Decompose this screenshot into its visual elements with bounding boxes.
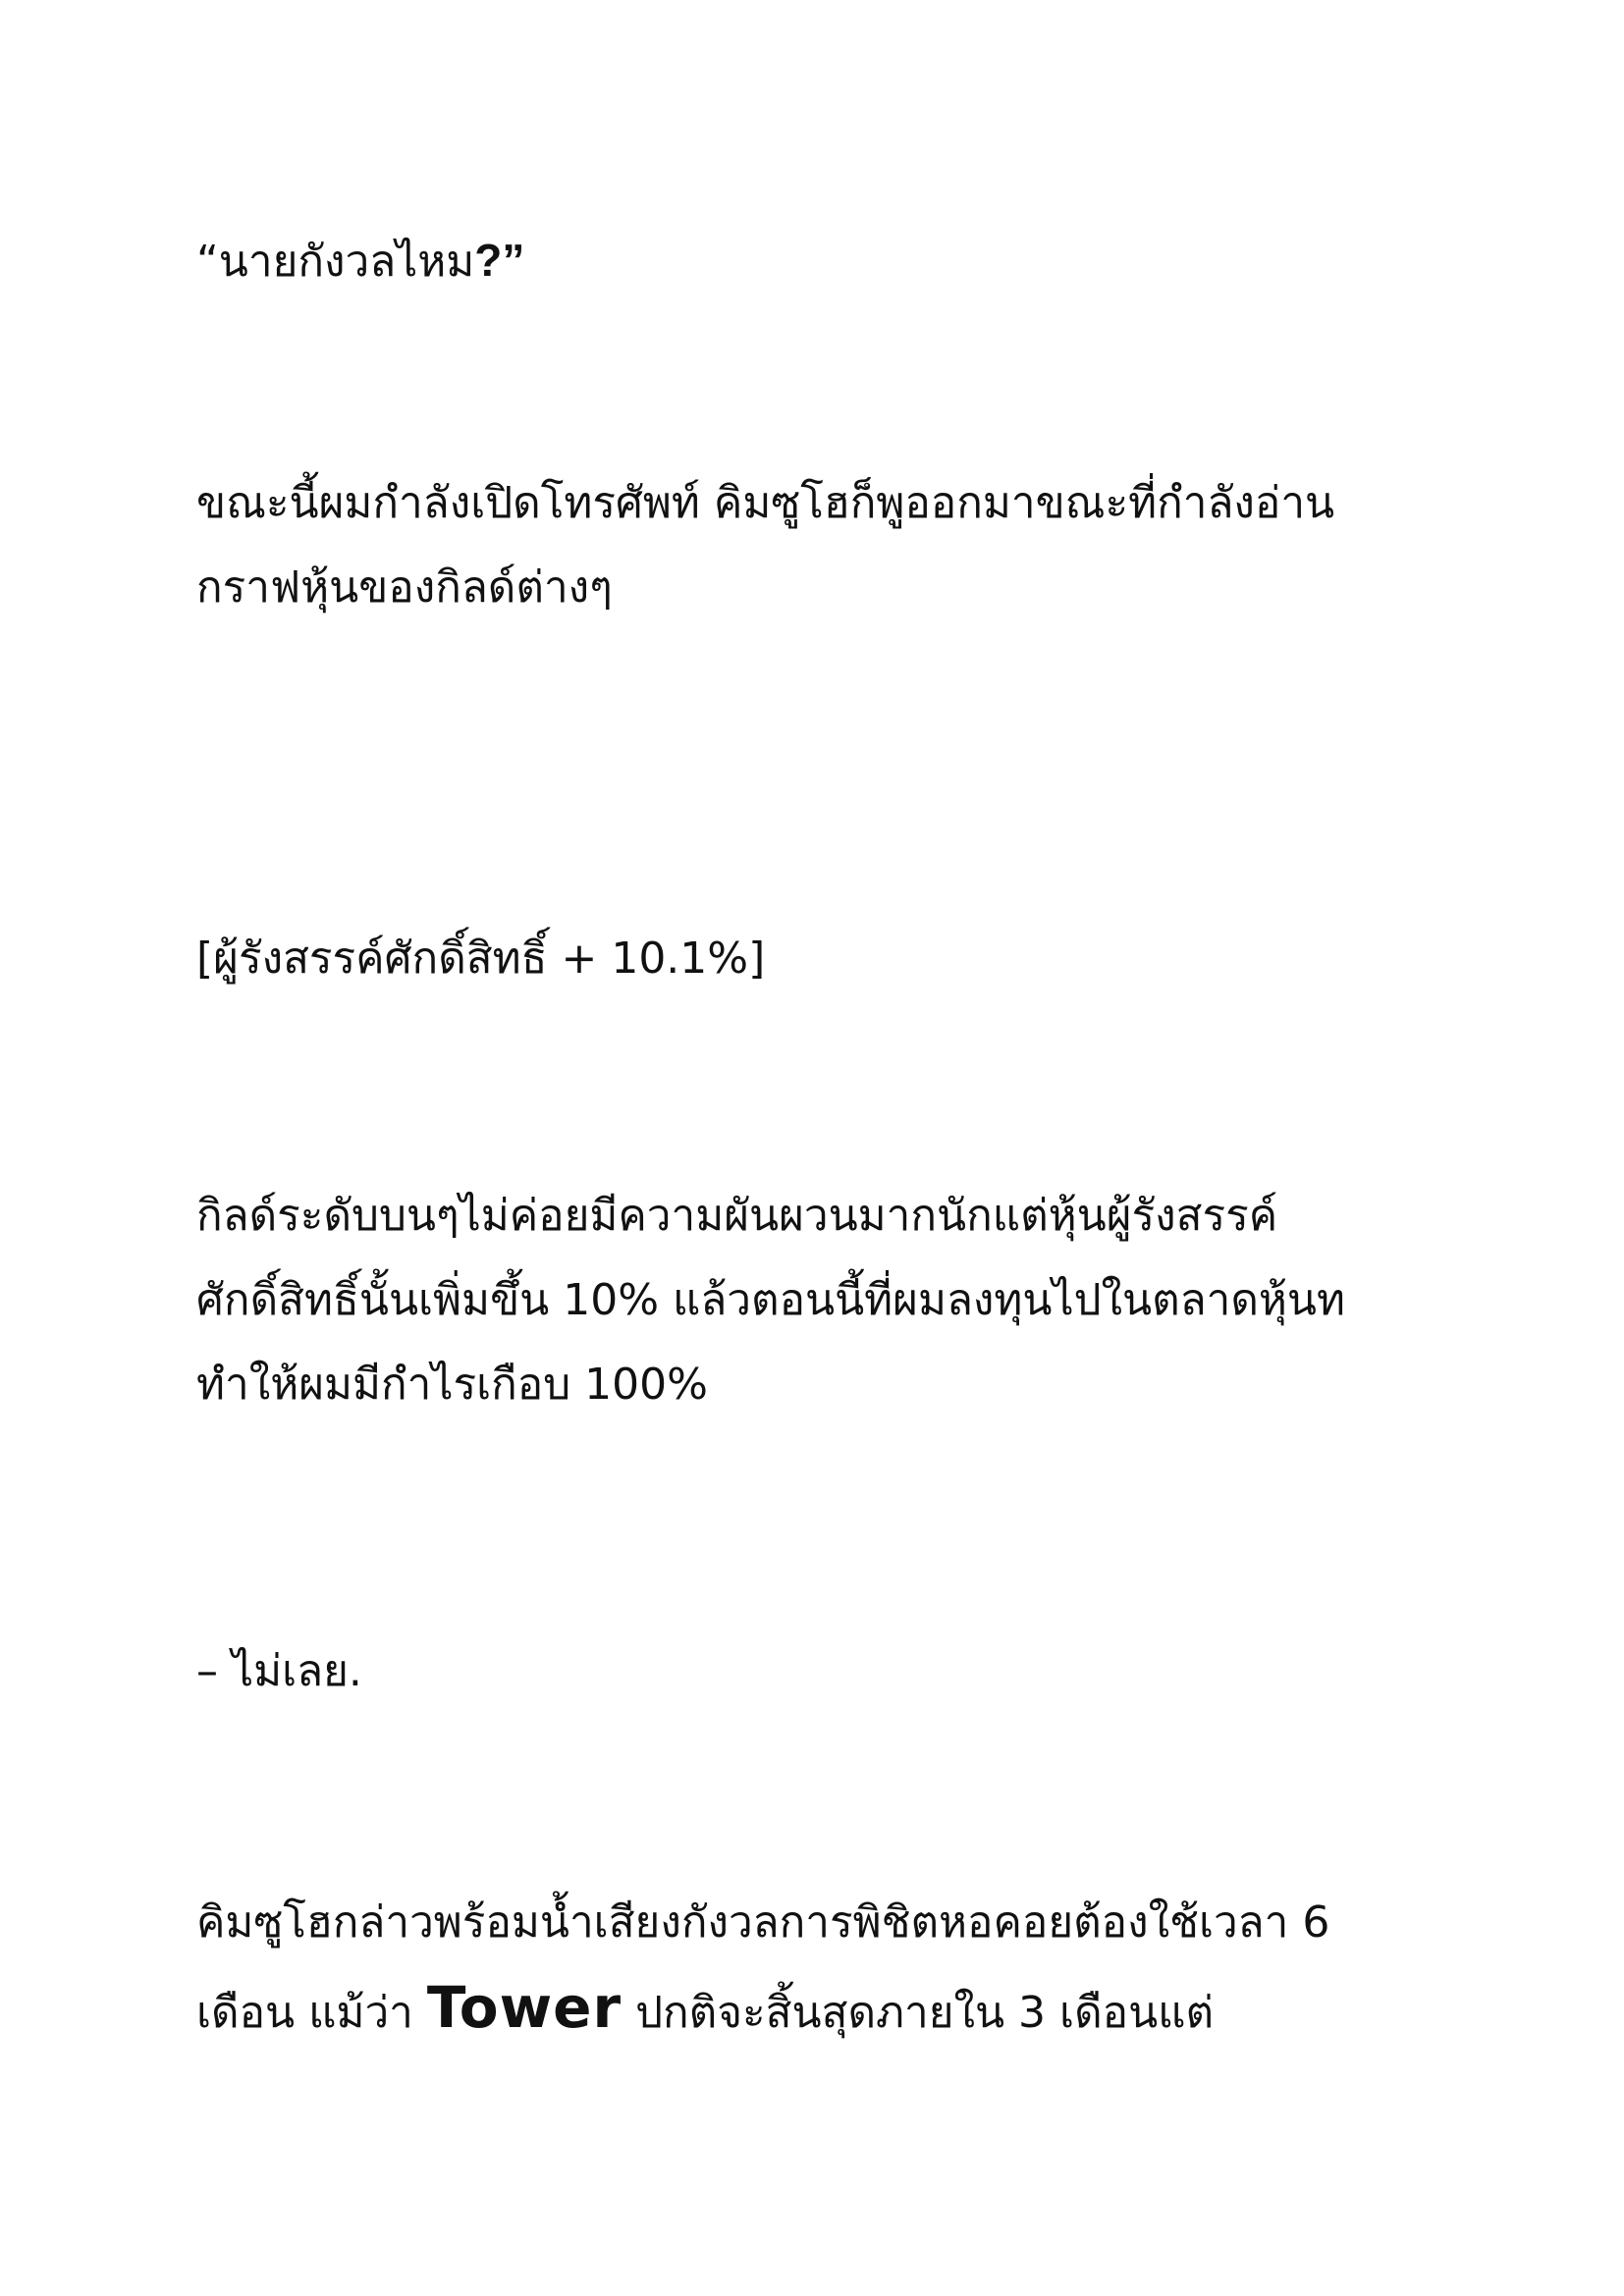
narration-phone-line-1: ขณะนี้ผมกำลังเปิดโทรศัพท์ คิมซูโฮก็พูออกมาขณะที่กำลังอ่าน	[196, 478, 1335, 528]
tower-word: Tower	[426, 1974, 623, 2041]
narration-stocks-line-3: ทำให้ผมมีกำไรเกือบ 100%	[196, 1360, 708, 1410]
dialogue-reply	[196, 1629, 1434, 1714]
narration-tower-line-1: คิมซูโฮกล่าวพร้อมน้ำเสียงกังวลการพิชิตหอคอยต้องใช้เวลา 6	[196, 1897, 1330, 1948]
dialogue-reply-text: – ไม่เลย.	[196, 1646, 362, 1696]
narration-phone-line-2: กราฟหุ้นของกิลด์ต่างๆ	[196, 562, 613, 613]
narration-tower-line-2a: เดือน แม้ว่า	[196, 1988, 427, 2038]
narration-phone	[196, 461, 1434, 630]
narration-tower-line-2c: ปกติจะสิ้นสุดภายใน 3 เดือนแต่	[622, 1988, 1215, 2038]
narration-stocks-line-1: กิลด์ระดับบนๆไม่ค่อยมีความผันผวนมากนักแต่หุ้นผู้รังสรรค์	[196, 1191, 1278, 1241]
dialogue-question-mark: ?”	[474, 235, 525, 286]
dialogue-question	[196, 218, 1434, 304]
stock-ticker	[196, 917, 1434, 1001]
narration-stocks	[196, 1174, 1434, 1427]
stock-ticker-text: [ผู้รังสรรค์ศักดิ์สิทธิ์ + 10.1%]	[196, 934, 766, 984]
dialogue-question-text: “นายกังวลไหม	[196, 237, 475, 287]
narration-stocks-line-2: ศักดิ์สิทธิ์นั้นเพิ่มขึ้น 10% แล้วตอนนี้ที่ผมลงทุนไปในตลาดหุ้นท	[196, 1275, 1346, 1325]
narration-tower	[196, 1881, 1434, 2056]
